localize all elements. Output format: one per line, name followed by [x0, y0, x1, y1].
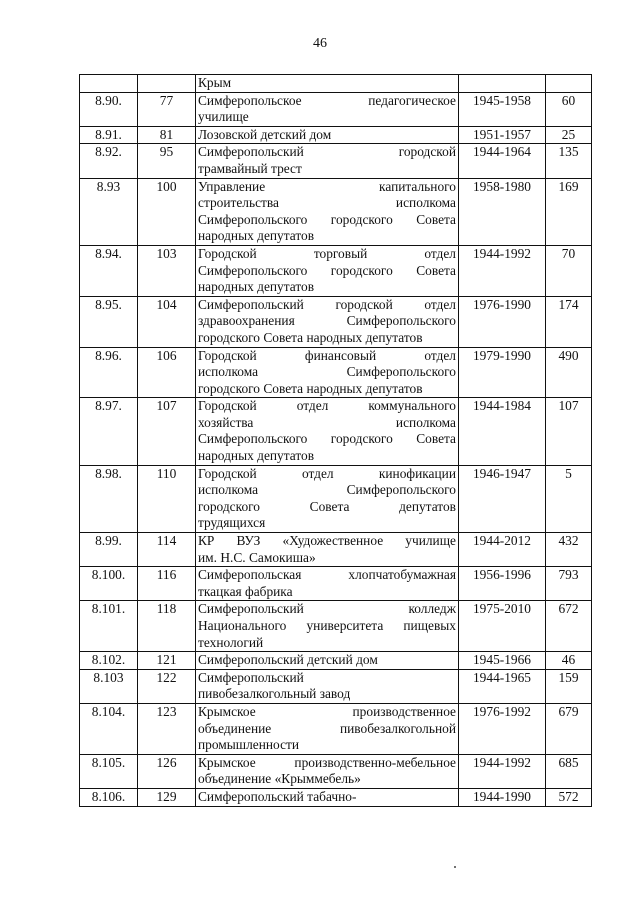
cell-item-number: 8.95. [80, 296, 138, 347]
cell-fund-number: 110 [138, 465, 196, 532]
cell-fund-number: 106 [138, 347, 196, 398]
cell-file-count: 60 [546, 92, 592, 126]
fund-name-line: Симферопольский колледж [198, 601, 456, 617]
cell-item-number: 8.93 [80, 178, 138, 245]
fund-name-line: Городской отдел коммунального [198, 398, 456, 414]
cell-fund-number: 107 [138, 398, 196, 465]
fund-name-line: им. Н.С. Самокиша» [198, 549, 316, 565]
cell-fund-name [196, 126, 459, 144]
cell-fund-number: 129 [138, 788, 196, 806]
cell-fund-name [196, 652, 459, 670]
table-row [80, 347, 592, 398]
cell-fund-name [196, 567, 459, 601]
cell-date-range: 1945-1958 [459, 92, 546, 126]
cell-date-range: 1944-1990 [459, 788, 546, 806]
fund-name-line: Крымское производственное [198, 703, 456, 719]
table-row [80, 465, 592, 532]
fund-name-line: училище [198, 109, 249, 125]
fund-name-line: Симферопольский табачно- [198, 788, 357, 804]
table-row [80, 75, 592, 93]
table-row [80, 754, 592, 788]
cell-file-count: 135 [546, 144, 592, 178]
cell-item-number: 8.99. [80, 533, 138, 567]
cell-item-number: 8.102. [80, 652, 138, 670]
cell-file-count: 169 [546, 178, 592, 245]
cell-fund-number: 121 [138, 652, 196, 670]
fund-name-line: Симферопольский детский дом [198, 652, 378, 668]
cell-fund-name [196, 296, 459, 347]
cell-item-number: 8.101. [80, 601, 138, 652]
cell-fund-name [196, 703, 459, 754]
cell-date-range: 1976-1992 [459, 703, 546, 754]
cell-file-count: 25 [546, 126, 592, 144]
cell-fund-name [196, 245, 459, 296]
cell-file-count: 490 [546, 347, 592, 398]
fund-name-line: Симферопольский [198, 669, 304, 685]
cell-fund-name [196, 788, 459, 806]
cell-date-range: 1944-1984 [459, 398, 546, 465]
cell-fund-number: 77 [138, 92, 196, 126]
fund-name-line: народных депутатов [198, 279, 315, 295]
table-row [80, 601, 592, 652]
cell-file-count: 159 [546, 669, 592, 703]
cell-item-number: 8.103 [80, 669, 138, 703]
fund-name-line: Крым [198, 75, 232, 90]
fund-name-line: Симферопольский городской [198, 144, 456, 160]
cell-item-number: 8.105. [80, 754, 138, 788]
fund-name-line: народных депутатов [198, 228, 315, 244]
fund-name-line: Управление капитального [198, 178, 456, 194]
fund-name-line: Городской отдел кинофикации [198, 465, 456, 481]
fund-name-line: строительства исполкома [198, 195, 456, 211]
fund-name-line: хозяйства исполкома [198, 414, 456, 430]
table-row [80, 178, 592, 245]
cell-fund-number: 122 [138, 669, 196, 703]
cell-file-count: 672 [546, 601, 592, 652]
fund-name-line: Симферопольского городского Совета [198, 262, 456, 278]
cell-fund-name [196, 75, 459, 93]
fund-name-line: объединение «Крыммебель» [198, 771, 361, 787]
fund-name-line: Симферопольская хлопчатобумажная [198, 567, 456, 583]
cell-fund-number: 103 [138, 245, 196, 296]
cell-fund-number: 116 [138, 567, 196, 601]
table-row [80, 296, 592, 347]
cell-file-count: 432 [546, 533, 592, 567]
cell-date-range: 1944-1992 [459, 245, 546, 296]
table-row [80, 703, 592, 754]
cell-item-number: 8.94. [80, 245, 138, 296]
table-row [80, 788, 592, 806]
cell-date-range: 1956-1996 [459, 567, 546, 601]
fund-name-line: объединение пивобезалкогольной [198, 720, 456, 736]
scan-speck [454, 866, 456, 868]
table-row [80, 398, 592, 465]
fund-name-line: технологий [198, 634, 264, 650]
table-row [80, 245, 592, 296]
cell-file-count: 174 [546, 296, 592, 347]
fund-name-line: городского Совета депутатов [198, 498, 456, 514]
table-row [80, 92, 592, 126]
cell-item-number: 8.106. [80, 788, 138, 806]
cell-file-count: 685 [546, 754, 592, 788]
fund-name-line: трамвайный трест [198, 160, 302, 176]
fund-name-line: Городской торговый отдел [198, 245, 456, 261]
archive-fund-table [79, 74, 592, 807]
fund-name-line: Национального университета пищевых [198, 618, 456, 633]
cell-item-number: 8.100. [80, 567, 138, 601]
cell-date-range: 1944-1965 [459, 669, 546, 703]
cell-item-number: 8.97. [80, 398, 138, 465]
table-row [80, 533, 592, 567]
cell-file-count: 572 [546, 788, 592, 806]
fund-name-line: Симферопольского городского Совета [198, 431, 456, 447]
page-number: 46 [313, 36, 327, 51]
fund-name-line: трудящихся [198, 515, 266, 531]
cell-fund-name [196, 669, 459, 703]
fund-name-line: пивобезалкогольный завод [198, 686, 351, 702]
cell-date-range: 1958-1980 [459, 178, 546, 245]
fund-name-line: Лозовской детский дом [198, 126, 332, 142]
cell-fund-number: 126 [138, 754, 196, 788]
fund-name-line: Симферопольского городского Совета [198, 211, 456, 227]
fund-name-line: исполкома Симферопольского [198, 482, 456, 498]
fund-name-line: городского Совета народных депутатов [198, 380, 423, 396]
table-row [80, 567, 592, 601]
cell-date-range: 1946-1947 [459, 465, 546, 532]
cell-date-range: 1979-1990 [459, 347, 546, 398]
cell-fund-name [196, 754, 459, 788]
cell-file-count: 793 [546, 567, 592, 601]
cell-item-number: 8.96. [80, 347, 138, 398]
fund-name-line: Симферопольское педагогическое [198, 92, 456, 108]
cell-date-range: 1944-2012 [459, 533, 546, 567]
cell-date-range: 1976-1990 [459, 296, 546, 347]
fund-name-line: промышленности [198, 737, 300, 753]
cell-fund-number [138, 75, 196, 93]
table-row [80, 669, 592, 703]
cell-item-number: 8.91. [80, 126, 138, 144]
cell-date-range: 1975-2010 [459, 601, 546, 652]
cell-fund-number: 81 [138, 126, 196, 144]
cell-file-count: 46 [546, 652, 592, 670]
cell-fund-number: 118 [138, 601, 196, 652]
cell-fund-name [196, 92, 459, 126]
cell-file-count: 107 [546, 398, 592, 465]
fund-name-line: Крымское производственно-мебельное [198, 754, 456, 770]
cell-item-number: 8.92. [80, 144, 138, 178]
cell-fund-name [196, 178, 459, 245]
table-row [80, 144, 592, 178]
fund-name-line: КР ВУЗ «Художественное училище [198, 533, 456, 549]
table-row [80, 652, 592, 670]
cell-fund-name [196, 533, 459, 567]
cell-fund-name [196, 601, 459, 652]
cell-file-count: 5 [546, 465, 592, 532]
cell-date-range: 1944-1992 [459, 754, 546, 788]
fund-name-line: народных депутатов [198, 448, 315, 464]
cell-file-count: 679 [546, 703, 592, 754]
cell-item-number [80, 75, 138, 93]
cell-date-range: 1945-1966 [459, 652, 546, 670]
cell-fund-name [196, 144, 459, 178]
fund-name-line: Городской финансовый отдел [198, 347, 456, 363]
cell-file-count [546, 75, 592, 93]
cell-fund-name [196, 398, 459, 465]
cell-fund-number: 104 [138, 296, 196, 347]
cell-file-count: 70 [546, 245, 592, 296]
fund-name-line: ткацкая фабрика [198, 583, 293, 599]
table-body [80, 75, 592, 807]
cell-fund-number: 95 [138, 144, 196, 178]
cell-item-number: 8.104. [80, 703, 138, 754]
fund-name-line: здравоохранения Симферопольского [198, 313, 456, 329]
cell-fund-name [196, 465, 459, 532]
cell-fund-number: 114 [138, 533, 196, 567]
cell-item-number: 8.98. [80, 465, 138, 532]
fund-name-line: Симферопольский городской отдел [198, 296, 456, 312]
cell-item-number: 8.90. [80, 92, 138, 126]
table-row [80, 126, 592, 144]
cell-date-range: 1944-1964 [459, 144, 546, 178]
cell-date-range [459, 75, 546, 93]
fund-name-line: исполкома Симферопольского [198, 364, 456, 380]
cell-fund-name [196, 347, 459, 398]
fund-name-line: городского Совета народных депутатов [198, 329, 423, 345]
cell-date-range: 1951-1957 [459, 126, 546, 144]
cell-fund-number: 100 [138, 178, 196, 245]
cell-fund-number: 123 [138, 703, 196, 754]
